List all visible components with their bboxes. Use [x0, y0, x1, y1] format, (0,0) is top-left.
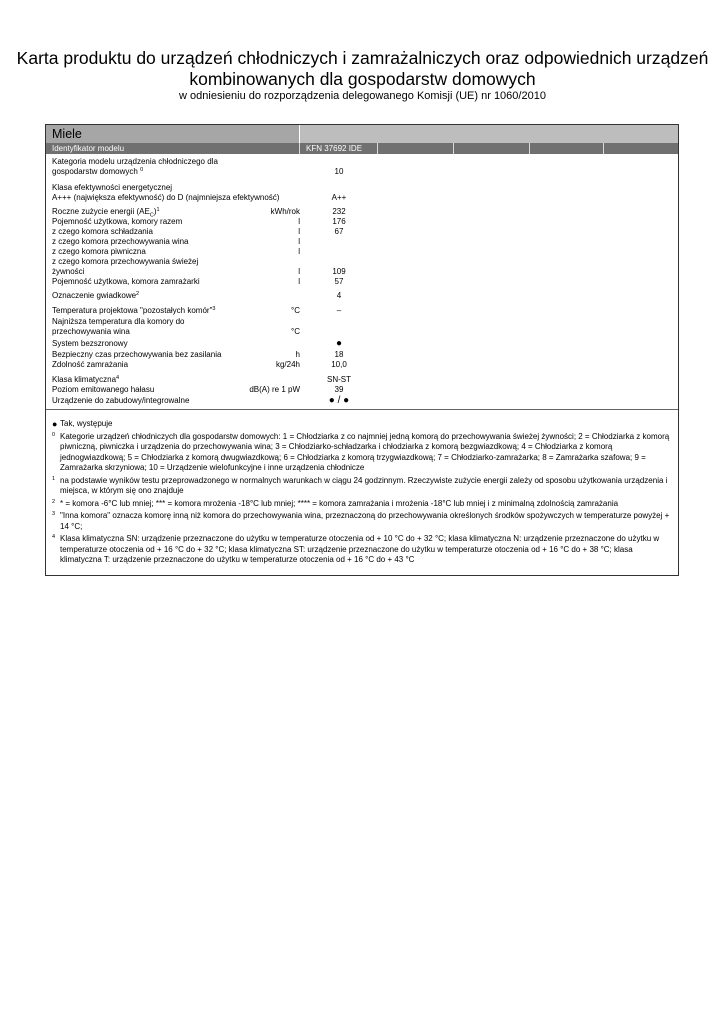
footnote-text: "Inna komora" oznacza komorę inną niż komora do przechowywania wina, przeznaczoną do przechowywania określonych środków spożywczych w temperaturze powyżej + 14 °C; — [60, 511, 670, 531]
spec-unit: l — [298, 267, 300, 276]
footnote-text: Kategorie urządzeń chłodniczych dla gospodarstw domowych: 1 = Chłodziarka z co najmniej jedną komorą do przechowywania świeżej żywności; 2 = Chłodziarka z komorą piwniczną, piwniczka i urządzenia do przechowywania wina; 3 = Chłodziarko-schładzarka i chłodziarka z komorą bezgwiazdkową; 4 = Chłodziarka z komorą jednogwiazdkową; 5 = Chłodziarka z komorą dwugwiazdkową; 6 = Chłodziarka z komorą trzygwiazdkową; 7 = Chłodziarko-zamrażarka; 8 = Zamrażarka szafowa; 9 = Zamrażarka skrzyniowa; 10 = Urządzenie wielofunkcyjne i inne urządzenia chłodnicze — [60, 431, 670, 472]
footnote-marker: 2 — [136, 291, 140, 297]
brand-row — [46, 125, 678, 143]
spec-row-built-in — [46, 396, 678, 406]
spec-unit: dB(A) re 1 pW — [249, 385, 300, 394]
spec-value: 10 — [334, 167, 344, 176]
footnote-item — [52, 499, 672, 510]
spec-value: – — [336, 306, 342, 315]
spec-unit: °C — [291, 327, 300, 336]
footnote-text: * = komora -6°C lub mniej; *** = komora mrożenia -18°C lub mniej; **** = komora zamrażania i mrożenia -18°C lub mniej i z minimalną zdolnością zamrażania — [60, 498, 619, 508]
spec-label: Pojemność użytkowa, komory razem — [52, 217, 183, 226]
footnote-marker: 3 — [52, 511, 56, 517]
footnote-marker: 2 — [52, 498, 56, 505]
page-subtitle: w odniesieniu do rozporządzenia delegowanego Komisji (UE) nr 1060/2010 — [179, 90, 546, 102]
spec-value: ● — [335, 338, 343, 349]
spec-row-category — [46, 157, 678, 167]
spec-label: z czego komora przechowywania wina — [52, 237, 189, 246]
spec-row-noise — [46, 385, 678, 395]
footnote-marker: 4 — [52, 534, 56, 540]
spec-value: SN-ST — [327, 375, 351, 384]
spec-label: z czego komora schładzania — [52, 227, 153, 236]
footnote-marker: 0 — [140, 167, 144, 173]
spec-unit: l — [298, 247, 300, 256]
spec-row-storage-time — [46, 350, 678, 360]
spec-row-energy-class-2 — [46, 193, 678, 203]
footnote-item — [52, 419, 672, 430]
spec-value: 57 — [334, 277, 344, 286]
spec-value: 232 — [332, 207, 346, 216]
spec-label: Oznaczenie gwiadkowe — [52, 291, 137, 300]
spec-row-energy-class — [46, 183, 678, 193]
spec-label-subscript: C — [149, 212, 154, 219]
spec-label: Klasa klimatyczna — [52, 375, 117, 384]
footnote-marker: 4 — [116, 375, 120, 381]
footnote-item — [52, 511, 672, 532]
spec-value: 67 — [334, 227, 344, 236]
spec-row-freezing-capacity — [46, 360, 678, 370]
brand-name: Miele — [46, 125, 300, 143]
bullet-icon: ● — [52, 419, 58, 429]
spec-row-chill-volume — [46, 227, 678, 237]
footnote-item — [52, 476, 672, 497]
product-fiche — [45, 124, 679, 576]
spec-label: z czego komora piwniczna — [52, 247, 146, 256]
spec-row-freezer-volume — [46, 277, 678, 287]
spec-unit: l — [298, 217, 300, 226]
spec-label: Kategoria modelu urządzenia chłodniczego dla — [52, 157, 218, 166]
spec-unit: kg/24h — [275, 360, 300, 369]
section-divider — [46, 409, 678, 410]
spec-label: Zdolność zamrażania — [52, 360, 129, 369]
spec-value: 10,0 — [331, 360, 347, 369]
footnote-marker: 3 — [212, 306, 216, 312]
spec-row-annual-energy: Roczne zużycie energii $(AE_C)^1$ kWh/rok 232 — [46, 207, 678, 217]
footnote-marker: 0 — [52, 431, 56, 438]
spec-value: 18 — [334, 350, 344, 359]
spec-unit: l — [298, 277, 300, 286]
spec-value: A++ — [331, 193, 347, 202]
footnote-marker: 1 — [52, 475, 56, 482]
spec-row-climate-class — [46, 375, 678, 385]
footnote-item — [52, 534, 672, 566]
spec-row-wine-volume — [46, 237, 678, 247]
spec-label: przechowywania wina — [52, 327, 130, 336]
spec-label: Pojemność użytkowa, komora zamrażarki — [52, 277, 200, 286]
spec-unit: kWh/rok — [270, 207, 300, 216]
spec-label: System bezszronowy — [52, 339, 128, 348]
spec-value: ● / ● — [328, 395, 350, 406]
spec-unit: l — [298, 237, 300, 246]
model-id-empty-cell — [530, 143, 604, 154]
spec-label: Poziom emitowanego hałasu — [52, 385, 155, 394]
spec-label: żywności — [52, 267, 85, 276]
spec-row-total-volume — [46, 217, 678, 227]
model-id-value: KFN 37692 IDE — [300, 143, 378, 154]
spec-label: gospodarstw domowych — [52, 167, 138, 176]
footnote-text: Tak, występuje — [60, 419, 113, 428]
spec-row-fresh-volume-2 — [46, 267, 678, 277]
footnote-text: Klasa klimatyczna SN: urządzenie przeznaczone do użytku w temperaturze otoczenia od + 10 °C do + 32 °C; klasa klimatyczna N: urządzenie przeznaczone do użytku w temperaturze otoczenia od + 16 °C do + 32 °C; klasa klimatyczna ST: urządzenie przeznaczone do użytku w temperaturze otoczenia od + 16 °C do + 38 °C; klasa klimatyczna T: urządzenie przeznaczone do użytku w temperaturze otoczenia od + 16 °C do + 43 °C — [60, 534, 660, 564]
spec-label: Roczne zużycie energii (AE — [52, 207, 150, 216]
model-id-empty-cell — [454, 143, 530, 154]
spec-value: 176 — [332, 217, 346, 226]
spec-unit: °C — [291, 306, 300, 315]
spec-row-category-2 — [46, 167, 678, 177]
page-title: Karta produktu do urządzeń chłodniczych i zamrażalniczych oraz odpowiednich urządzeń kombinowanych dla gospodarstw domowych — [16, 48, 709, 89]
model-id-empty-cell — [378, 143, 454, 154]
spec-row-no-frost — [46, 339, 678, 349]
spec-unit: l — [298, 227, 300, 236]
spec-row-other-temp — [46, 306, 678, 316]
spec-unit: h — [295, 350, 300, 359]
spec-row-star-rating — [46, 291, 678, 301]
spec-label: Najniższa temperatura dla komory do — [52, 317, 185, 326]
footnote-item — [52, 432, 672, 474]
spec-value: 109 — [332, 267, 346, 276]
spec-label: Temperatura projektowa "pozostałych komór" — [52, 306, 213, 315]
spec-row-wine-temp-2 — [46, 327, 678, 337]
spec-label: Urządzenie do zabudowy/integrowalne — [52, 396, 190, 405]
spec-row-cellar-volume — [46, 247, 678, 257]
model-id-label: Identyfikator modelu — [46, 143, 300, 154]
spec-label: Bezpieczny czas przechowywania bez zasilania — [52, 350, 222, 359]
footnotes — [52, 419, 672, 568]
spec-label: A+++ (największa efektywność) do D (najmniejsza efektywność) — [52, 193, 280, 202]
footnote-text: na podstawie wyników testu przeprowadzonego w normalnych warunkach w ciągu 24 godzinnym. Rzeczywiste zużycie energii zależy od sposobu użytkowania urządzenia i miejsca, w którym się ono znajduje — [60, 475, 668, 495]
spec-value: 4 — [336, 291, 342, 300]
spec-row-fresh-volume — [46, 257, 678, 267]
footnote-marker: 1 — [156, 207, 160, 213]
spec-value: 39 — [334, 385, 344, 394]
model-id-empty-cell — [604, 143, 678, 154]
spec-label: z czego komora przechowywania świeżej — [52, 257, 199, 266]
spec-row-wine-temp — [46, 317, 678, 327]
model-id-row — [46, 143, 678, 154]
spec-label: Klasa efektywności energetycznej — [52, 183, 173, 192]
